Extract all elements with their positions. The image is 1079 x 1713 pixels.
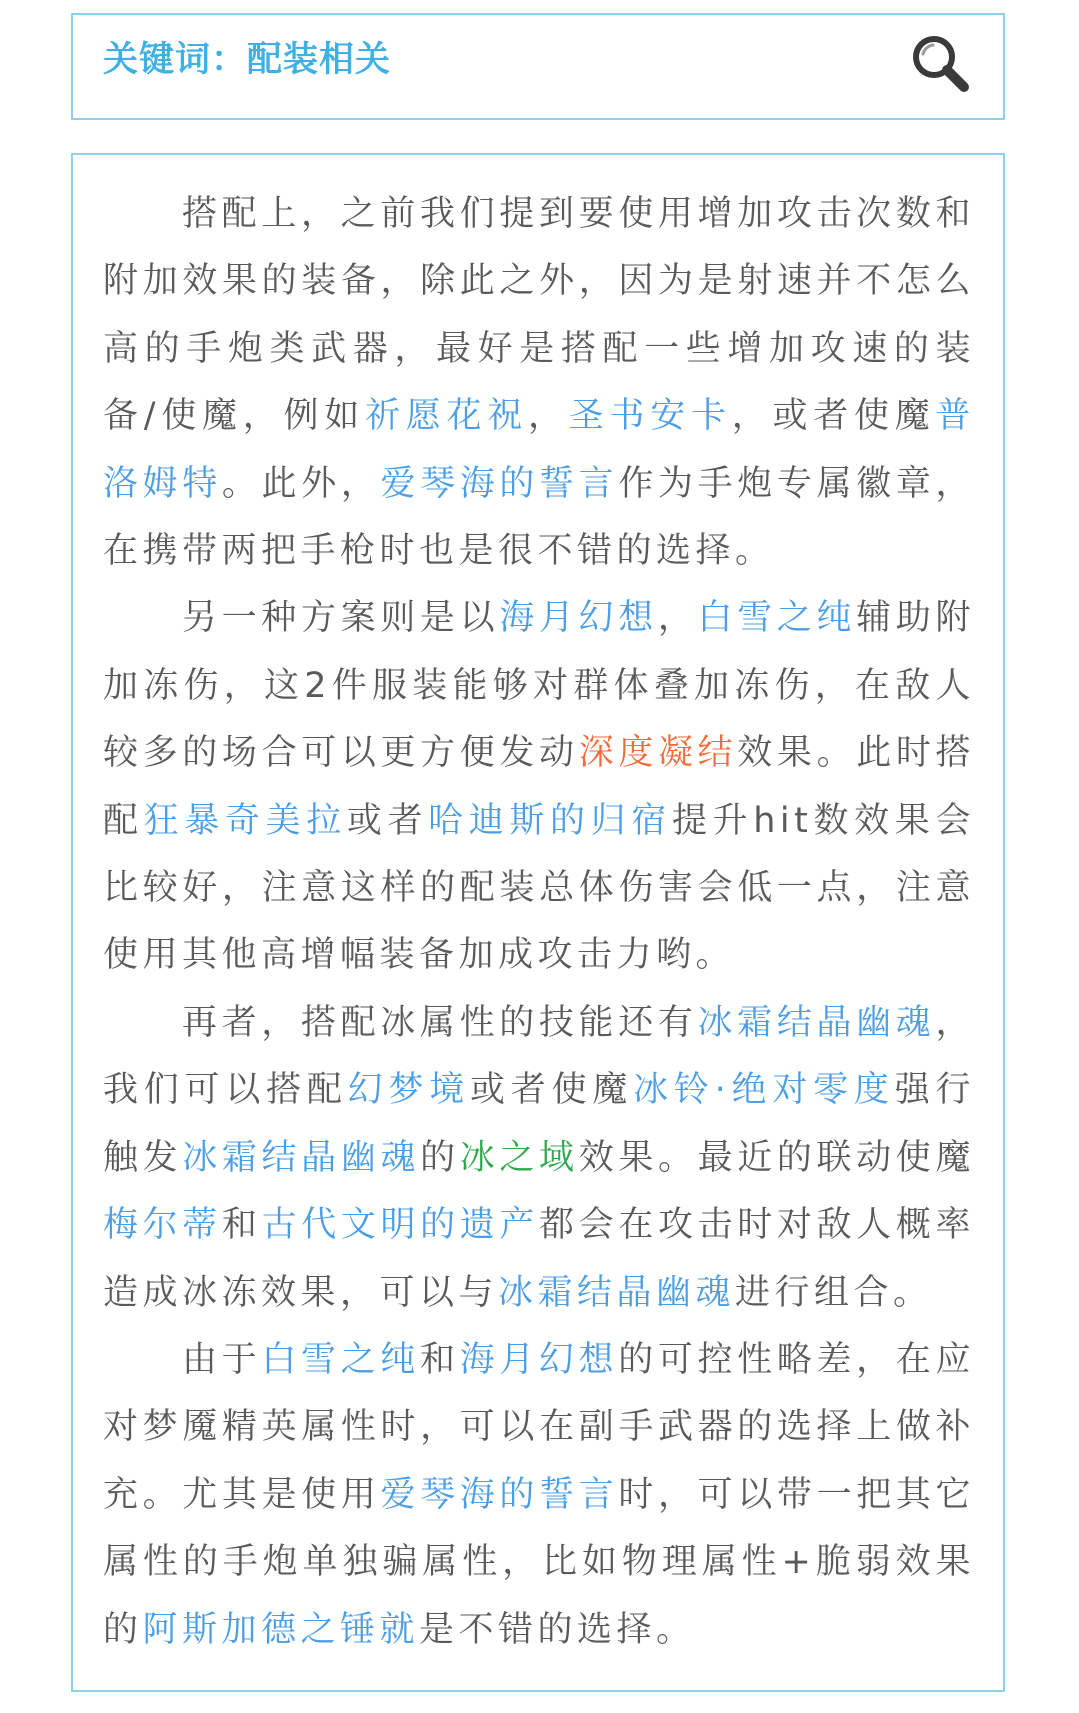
keyword-highlight: 普洛姆特 <box>103 396 975 504</box>
text-segment: 由于 <box>182 1339 262 1380</box>
text-segment: 再者，搭配冰属性的技能还有 <box>182 1002 698 1043</box>
article-body <box>103 181 975 1664</box>
keyword-highlight: 幻梦境 <box>347 1070 471 1111</box>
text-segment: 另一种方案则是以 <box>182 598 500 639</box>
text-segment: 的 <box>420 1137 460 1178</box>
keyword-highlight: 冰霜结晶幽魂 <box>182 1137 421 1178</box>
text-segment: 和 <box>419 1339 460 1380</box>
text-segment: 效果。此时搭配 <box>103 733 975 841</box>
keyword-highlight: 阿斯加德之锤就 <box>142 1609 420 1650</box>
keyword-highlight: 爱琴海的誓言 <box>380 1474 619 1515</box>
text-segment: ， <box>528 396 569 437</box>
keyword-highlight: 圣书安卡 <box>568 396 732 437</box>
text-segment: 提升hit数效果会比较好，注意这样的配装总体伤害会低一点，注意使用其他高增幅装备加成攻击力哟。 <box>103 800 975 976</box>
text-segment: 辅助附加冻伤，这2件服装能够对群体叠加冻伤，在敌人较多的场合可以更方便发动 <box>103 598 975 774</box>
text-segment: 都会在攻击时对敌人概率造成冰冻效果，可以与 <box>103 1205 975 1313</box>
keyword-highlight: 冰之域 <box>459 1137 579 1178</box>
keyword-title: 关键词：配装相关 <box>103 40 392 80</box>
article-container <box>71 153 1005 1692</box>
paragraph <box>103 585 975 989</box>
text-segment: 或者使魔 <box>470 1070 634 1111</box>
text-segment: 是不错的选择。 <box>419 1609 696 1650</box>
text-segment: ， <box>657 598 698 639</box>
keyword-highlight: 海月幻想 <box>499 598 658 639</box>
text-segment: 和 <box>221 1205 262 1246</box>
text-segment: 。此外， <box>221 463 381 504</box>
keyword-highlight: 白雪之纯 <box>697 598 857 639</box>
keyword-highlight: 祈愿花祝 <box>365 396 528 437</box>
paragraph <box>103 181 975 585</box>
text-segment: 搭配上，之前我们提到要使用增加攻击次数和附加效果的装备，除此之外，因为是射速并不怎么高的手炮类武器，最好是搭配一些增加攻速的装备/使魔，例如 <box>103 194 975 437</box>
keyword-highlight: 海月幻想 <box>459 1339 619 1380</box>
keyword-header <box>71 13 1005 120</box>
keyword-highlight: 冰霜结晶幽魂 <box>498 1272 736 1313</box>
keyword-highlight: 狂暴奇美拉 <box>143 800 347 841</box>
text-segment: 的可控性略差，在应对梦魇精英属性时，可以在副手武器的选择上做补充。尤其是使用 <box>103 1339 975 1515</box>
text-segment: 强行触发 <box>103 1070 975 1178</box>
paragraph <box>103 1327 975 1664</box>
text-segment: 效果。最近的联动使魔 <box>578 1137 975 1178</box>
paragraph <box>103 990 975 1327</box>
keyword-highlight: 古代文明的遗产 <box>261 1205 540 1246</box>
keyword-highlight: 冰霜结晶幽魂 <box>697 1002 936 1043</box>
keyword-highlight: 白雪之纯 <box>261 1339 420 1380</box>
text-segment: 进行组合。 <box>735 1272 933 1313</box>
keyword-highlight: 梅尔蒂 <box>103 1205 222 1246</box>
text-segment: 时，可以带一把其它属性的手炮单独骗属性，比如物理属性+脆弱效果的 <box>103 1474 975 1650</box>
keyword-highlight: 深度凝结 <box>578 733 738 774</box>
keyword-highlight: 冰铃·绝对零度 <box>633 1070 895 1111</box>
keyword-highlight: 爱琴海的誓言 <box>380 463 619 504</box>
keyword-highlight: 哈迪斯的归宿 <box>428 800 672 841</box>
text-segment: 作为手炮专属徽章，在携带两把手枪时也是很不错的选择。 <box>103 463 975 572</box>
text-segment: ，我们可以搭配 <box>103 1002 975 1111</box>
search-icon[interactable] <box>909 32 971 94</box>
text-segment: ，或者使魔 <box>731 396 936 437</box>
text-segment: 或者 <box>346 800 429 841</box>
